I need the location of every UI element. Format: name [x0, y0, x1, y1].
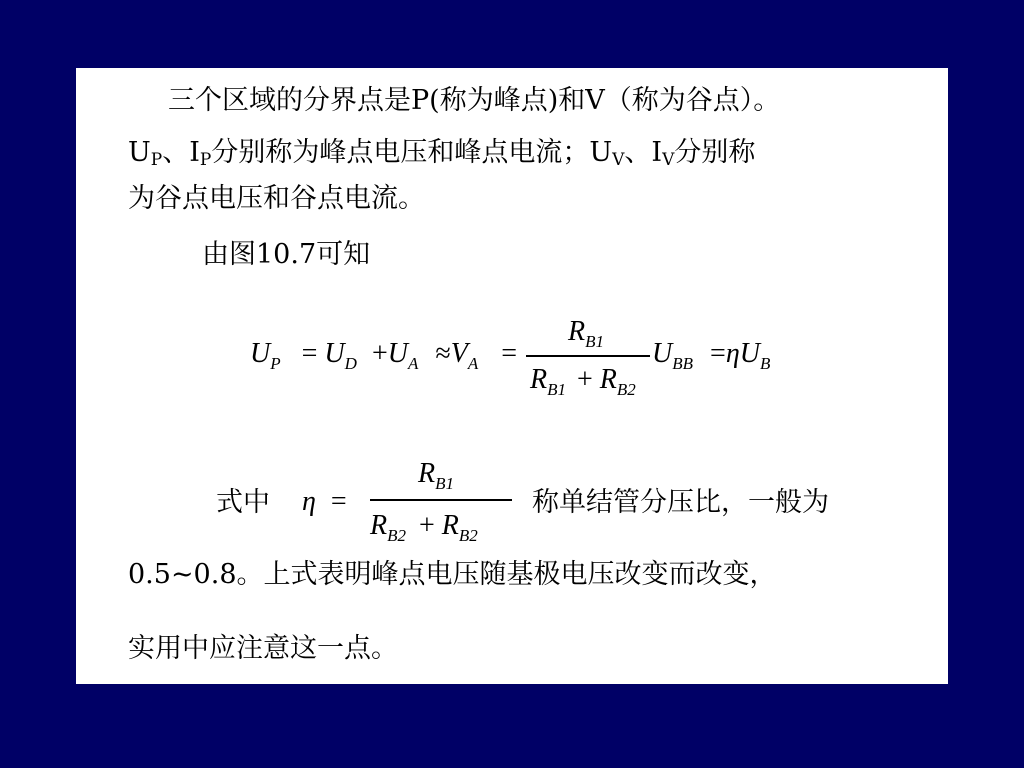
subscript: BB — [672, 354, 694, 373]
subscript: B2 — [616, 380, 636, 399]
paragraph1-line3: 为谷点电压和谷点电流。 — [128, 183, 425, 214]
equals-sign: = — [330, 486, 347, 517]
var-u: U — [739, 338, 760, 369]
subscript: D — [344, 354, 357, 373]
var-r: R — [441, 510, 459, 541]
subscript: B2 — [387, 526, 406, 545]
paragraph1-line1: 三个区域的分界点是P(称为峰点)和V（称为谷点）。 — [168, 85, 781, 116]
var-r: R — [530, 364, 548, 395]
fraction1-numerator — [568, 316, 604, 351]
equals-sign: = — [301, 338, 318, 369]
fraction2-denominator — [370, 510, 478, 545]
text-run: 分别称 — [674, 137, 756, 168]
formula2-suffix: 称单结管分压比，一般为 — [532, 487, 829, 518]
paragraph3-line2: 实用中应注意这一点。 — [128, 633, 398, 664]
var-u: U — [250, 338, 271, 369]
plus-sign: + — [419, 510, 435, 541]
fraction1-bar — [526, 355, 650, 357]
formula2-prefix: 式中 — [216, 487, 270, 518]
subscript: B1 — [547, 380, 566, 399]
slide-content — [76, 68, 948, 684]
paragraph3-line1: 0.5~0.8。上式表明峰点电压随基极电压改变而改变， — [128, 559, 777, 590]
fraction2-numerator — [418, 458, 454, 493]
var-v: V — [450, 338, 468, 369]
plus-sign: + — [371, 338, 388, 369]
subscript: B1 — [435, 474, 454, 493]
var-r: R — [418, 458, 436, 489]
formula1-rhs — [652, 338, 771, 373]
var-u: U — [387, 338, 408, 369]
var-eta: η — [725, 338, 740, 369]
fraction1-denominator — [530, 364, 636, 399]
fraction2-bar — [370, 499, 512, 501]
var-r: R — [370, 510, 388, 541]
subscript: P — [199, 150, 212, 170]
var-u: U — [324, 338, 345, 369]
approx-sign: ≈ — [435, 338, 451, 369]
equals-sign: = — [501, 338, 518, 369]
var-eta: η — [302, 486, 316, 517]
subscript: B2 — [458, 526, 478, 545]
subscript: A — [467, 354, 479, 373]
subscript: B1 — [585, 332, 604, 351]
subscript: B — [759, 354, 771, 373]
paragraph1-line2 — [128, 136, 755, 170]
var-r: R — [568, 316, 586, 347]
paragraph2: 由图10.7可知 — [202, 239, 371, 270]
formula1-lhs — [250, 338, 518, 373]
subscript: V — [612, 150, 625, 170]
text-run: 、I — [624, 137, 663, 168]
formula2-lhs — [302, 486, 347, 518]
var-r: R — [599, 364, 617, 395]
var-u: U — [652, 338, 673, 369]
equals-sign: = — [710, 338, 726, 369]
text-run: U — [128, 137, 151, 168]
subscript: P — [150, 150, 163, 170]
subscript: V — [662, 150, 675, 170]
plus-sign: + — [577, 364, 593, 395]
subscript: A — [407, 354, 419, 373]
text-run: 分别称为峰点电压和峰点电流；U — [211, 137, 613, 168]
text-run: 、I — [162, 137, 200, 168]
subscript: P — [270, 354, 281, 373]
